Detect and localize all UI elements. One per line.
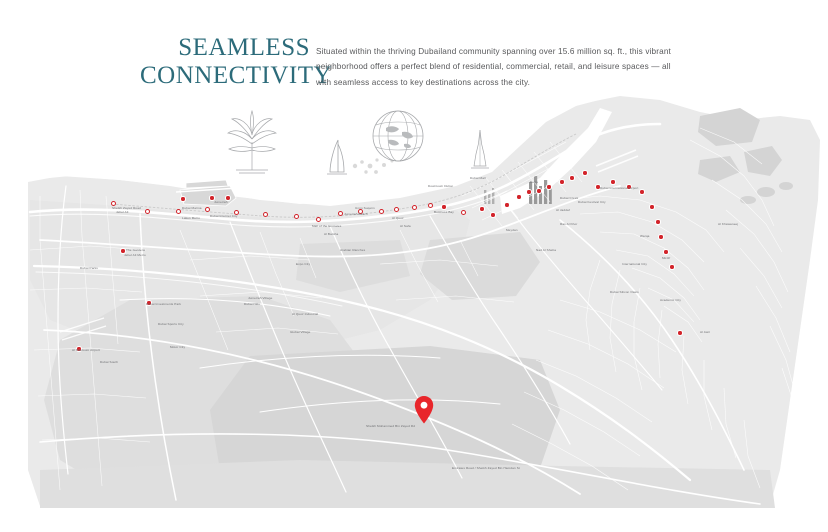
map-poi-marker[interactable]: [677, 330, 682, 335]
map-place-label: Dubai Mall: [470, 176, 486, 180]
intro-paragraph: Situated within the thriving Dubailand community spanning over 15.6 million sq. ft., this vibrant neighborhood offers a perfect blend of residential, commercial, retail, and leisure spaces — all with seamless access to key destinations across the city.: [316, 47, 671, 87]
map-place-label: Umm Suqeim: [355, 206, 375, 210]
map-place-label: Jebel Ali Metro: [124, 253, 146, 257]
map-place-label: Jumeirah: [214, 200, 228, 204]
page-title: [140, 34, 333, 90]
map-place-label: Dubai Marina: [182, 206, 202, 210]
map-place-label: Global Village: [290, 330, 311, 334]
map-place-label: Warqa: [640, 234, 650, 238]
burj-al-arab-emblem: [318, 138, 356, 178]
burj-khalifa-emblem: [462, 128, 498, 176]
map-place-label: Dubai Internet City: [210, 214, 238, 218]
map-place-label: Business Bay: [434, 210, 454, 214]
map-place-label: Al Maktoum Airport: [72, 348, 100, 352]
map-place-label: Dubai Parks: [80, 266, 98, 270]
map-place-label: Sheikh Mohammed Bin Zayed Rd: [366, 424, 416, 428]
map-poi-marker[interactable]: [649, 204, 654, 209]
map-place-label: Dubai Investments Park: [146, 302, 182, 306]
map-place-label: Jumeirah Beach: [344, 212, 368, 216]
map-place-label: Ras Al Khor: [560, 222, 578, 226]
map-place-label: Al Quoz: [392, 216, 404, 220]
map-poi-marker[interactable]: [546, 184, 551, 189]
map-place-label: Al Quoz Industrial: [292, 312, 319, 316]
map-poi-marker[interactable]: [663, 249, 668, 254]
map-place-label: Jumeirah Village: [248, 296, 273, 300]
map-place-label: Dubai Hills: [244, 302, 260, 306]
map-place-label: Dubai Sports City: [158, 322, 184, 326]
map-place-label: Dubai South: [100, 360, 119, 364]
map-place-label: Al Barsha: [324, 232, 339, 236]
map-poi-marker[interactable]: [559, 179, 564, 184]
map-poi-marker[interactable]: [639, 189, 644, 194]
map-place-label: Dubai International Airport: [600, 186, 639, 190]
map-poi-marker[interactable]: [582, 170, 587, 175]
header: [0, 0, 828, 120]
map-place-label: Mirdif: [662, 256, 671, 260]
map-poi-marker[interactable]: [655, 219, 660, 224]
map-poi-marker[interactable]: [479, 206, 484, 211]
map-place-label: Emirates Road / Sheikh Zayed Bin Hamdan St: [452, 466, 520, 470]
map-place-label: Jebel Ali: [116, 210, 129, 214]
map-place-label: Arabian Ranches: [340, 248, 366, 252]
map-place-label: The Gardens: [126, 248, 146, 252]
map-place-label: Al Safa: [400, 224, 411, 228]
map-place-label: Expo City: [296, 262, 311, 266]
map-poi-marker[interactable]: [669, 264, 674, 269]
map-poi-marker[interactable]: [569, 175, 574, 180]
map-place-label: Al Awir: [700, 330, 711, 334]
map-poi-marker[interactable]: [180, 196, 185, 201]
title-line-one: SEAMLESS: [178, 34, 310, 61]
title-line-two: CONNECTIVITY: [140, 62, 333, 89]
map-place-label: Dubai Festival City: [578, 200, 606, 204]
map-poi-marker[interactable]: [441, 204, 446, 209]
map-place-label: Downtown Dubai: [428, 184, 453, 188]
map-place-label: Academic City: [660, 298, 682, 302]
map-place-label: Deira: [530, 180, 538, 184]
map-poi-marker[interactable]: [490, 212, 495, 217]
map-place-label: Nad Al Sheba: [536, 248, 557, 252]
map-place-label: Sheikh Zayed Road: [112, 206, 141, 210]
map-poi-marker[interactable]: [536, 188, 541, 193]
map-poi-marker[interactable]: [526, 189, 531, 194]
map-place-label: Motor City: [170, 345, 186, 349]
map-poi-marker[interactable]: [504, 202, 509, 207]
map-poi-marker[interactable]: [610, 179, 615, 184]
map-place-label: Meydan: [506, 228, 518, 232]
map-place-label: Lakes Metro: [182, 216, 201, 220]
map-place-label: International City: [622, 262, 648, 266]
map-place-label: Mall of the Emirates: [312, 224, 342, 228]
map-place-label: Dubai Silicon Oasis: [610, 290, 639, 294]
map-poi-marker[interactable]: [658, 234, 663, 239]
map-place-label: Al Jaddaf: [556, 208, 570, 212]
map-poi-marker[interactable]: [516, 194, 521, 199]
project-location-pin[interactable]: [414, 396, 434, 424]
map-place-label: Dubai Creek: [560, 196, 579, 200]
map-place-label: Al Khawaneej: [718, 222, 739, 226]
